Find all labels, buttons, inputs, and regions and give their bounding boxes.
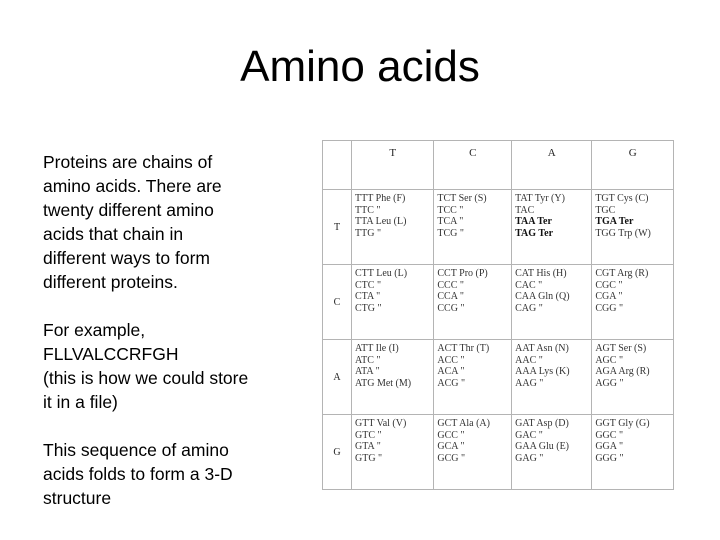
codon-entry: ATC " — [355, 354, 381, 366]
codon-entry: ATA " — [355, 366, 380, 378]
column-header-t: T — [352, 141, 434, 190]
codon-entry: AAT Asn (N) — [515, 343, 569, 354]
codon-row-t — [323, 190, 674, 265]
codon-entry: TGA Ter — [595, 216, 634, 228]
codon-cell — [434, 415, 512, 490]
codon-entry: TGG Trp (W) — [595, 227, 651, 239]
row-header: A — [323, 340, 352, 415]
codon-entry: CGA " — [595, 291, 623, 303]
codon-entry: CTC " — [355, 279, 382, 291]
codon-entry: TAT Tyr (Y) — [515, 193, 565, 204]
codon-cell — [352, 265, 434, 340]
codon-entry: CTA " — [355, 291, 381, 303]
column-header-c: C — [434, 141, 512, 190]
paragraph-folding: This sequence of amino acids folds to form a 3-D structure — [43, 440, 233, 508]
codon-entry: AGC " — [595, 354, 624, 366]
codon-entry: GTC " — [355, 429, 382, 441]
codon-entry: AAC " — [515, 354, 543, 366]
codon-entry: AGA Arg (R) — [595, 366, 650, 378]
codon-entry: CAC " — [515, 279, 543, 291]
codon-entry: ATT Ile (I) — [355, 343, 399, 354]
row-header: G — [323, 415, 352, 490]
codon-entry: ACC " — [437, 354, 465, 366]
codon-entry: TCT Ser (S) — [437, 193, 487, 204]
row-header: C — [323, 265, 352, 340]
codon-cell — [352, 340, 434, 415]
codon-entry: GGA " — [595, 441, 624, 453]
codon-entry: TGT Cys (C) — [595, 193, 649, 204]
codon-entry: TGC — [595, 204, 616, 216]
paragraph-proteins: Proteins are chains of amino acids. There are twenty different amino acids that chain in different ways to form different proteins. — [43, 152, 222, 292]
codon-entry: CTG " — [355, 302, 382, 314]
codon-entry: CAG " — [515, 302, 543, 314]
codon-entry: GAA Glu (E) — [515, 441, 570, 453]
codon-row-g — [323, 415, 674, 490]
codon-cell — [592, 190, 674, 265]
codon-cell — [434, 265, 512, 340]
codon-entry: GGT Gly (G) — [595, 418, 650, 429]
codon-cell — [434, 340, 512, 415]
codon-entry: GTG " — [355, 452, 383, 464]
codon-entry: GAC " — [515, 429, 543, 441]
codon-entry: TCA " — [437, 216, 464, 228]
codon-entry: ATG Met (M) — [355, 377, 412, 389]
codon-cell — [592, 265, 674, 340]
codon-entry: CCA " — [437, 291, 464, 303]
slide-title: Amino acids — [240, 42, 480, 91]
codon-cell — [434, 190, 512, 265]
codon-entry: GAG " — [515, 452, 544, 464]
codon-entry: AAG " — [515, 377, 544, 389]
codon-cell — [352, 190, 434, 265]
codon-entry: GCC " — [437, 429, 465, 441]
codon-entry: CTT Leu (L) — [355, 268, 408, 279]
codon-entry: TAA Ter — [515, 216, 552, 228]
codon-entry: TTT Phe (F) — [355, 193, 406, 204]
codon-entry: CGC " — [595, 279, 623, 291]
codon-cell — [512, 340, 592, 415]
codon-entry: CGT Arg (R) — [595, 268, 649, 279]
codon-entry: TAC — [515, 204, 535, 216]
codon-cell — [592, 415, 674, 490]
codon-entry: GAT Asp (D) — [515, 418, 569, 429]
codon-table-corner — [323, 141, 352, 190]
codon-entry: CCT Pro (P) — [437, 268, 488, 279]
codon-entry: TTG " — [355, 227, 382, 239]
codon-row-c — [323, 265, 674, 340]
codon-entry: TTA Leu (L) — [355, 216, 407, 228]
codon-entry: ACA " — [437, 366, 465, 378]
codon-entry: CCC " — [437, 279, 464, 291]
codon-table-body — [323, 190, 674, 490]
codon-entry: AAA Lys (K) — [515, 366, 570, 378]
codon-table-header — [323, 141, 674, 190]
codon-entry: GTT Val (V) — [355, 418, 407, 429]
slide-body — [43, 150, 293, 534]
codon-cell — [512, 265, 592, 340]
codon-entry: TTC " — [355, 204, 381, 216]
codon-entry: GGC " — [595, 429, 624, 441]
codon-entry: GCT Ala (A) — [437, 418, 490, 429]
codon-cell — [512, 190, 592, 265]
codon-entry: AGT Ser (S) — [595, 343, 647, 354]
codon-entry: ACT Thr (T) — [437, 343, 490, 354]
codon-entry: CGG " — [595, 302, 624, 314]
codon-row-a — [323, 340, 674, 415]
codon-cell — [592, 340, 674, 415]
codon-entry: AGG " — [595, 377, 624, 389]
codon-entry: TCG " — [437, 227, 464, 239]
codon-entry: ACG " — [437, 377, 466, 389]
codon-entry: CAA Gln (Q) — [515, 291, 570, 303]
codon-cell — [512, 415, 592, 490]
codon-entry: CAT His (H) — [515, 268, 567, 279]
codon-entry: TCC " — [437, 204, 464, 216]
codon-entry: GTA " — [355, 441, 381, 453]
codon-cell — [352, 415, 434, 490]
codon-entry: GCG " — [437, 452, 466, 464]
paragraph-example: For example, FLLVALCCRFGH (this is how we could store it in a file) — [43, 320, 249, 412]
column-header-a: A — [512, 141, 592, 190]
codon-entry: GGG " — [595, 452, 624, 464]
row-header: T — [323, 190, 352, 265]
codon-entry: GCA " — [437, 441, 465, 453]
codon-table — [322, 140, 674, 490]
codon-entry: CCG " — [437, 302, 465, 314]
column-header-g: G — [592, 141, 674, 190]
codon-entry: TAG Ter — [515, 227, 554, 239]
